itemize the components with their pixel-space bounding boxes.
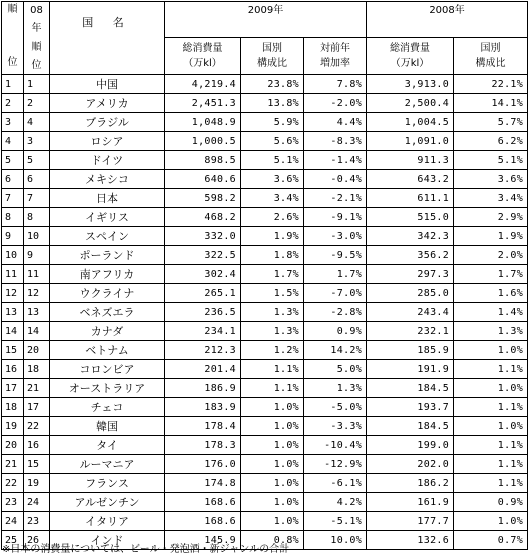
consumption-2008-cell: 285.0 [367,284,454,303]
rank-cell: 10 [2,246,24,265]
consumption-2009-cell: 168.6 [165,493,241,512]
consumption-2009-cell: 145.9 [165,531,241,550]
rank-cell: 12 [2,284,24,303]
share-2008-cell: 1.1% [454,398,528,417]
growth-2009-cell: -5.0% [304,398,367,417]
rank-cell: 16 [2,360,24,379]
prev-rank-cell: 5 [24,151,50,170]
growth-2009-cell: 7.8% [304,75,367,94]
growth-2009-cell: 10.0% [304,531,367,550]
prev-rank-cell: 19 [24,474,50,493]
consumption-2009-cell: 234.1 [165,322,241,341]
rank-cell: 2 [2,94,24,113]
prev-rank-cell: 21 [24,379,50,398]
country-cell: ルーマニア [50,455,165,474]
country-cell: チェコ [50,398,165,417]
prev-rank-cell: 24 [24,493,50,512]
year-2008-header: 2008年 [367,2,528,38]
prev-rank-cell: 26 [24,531,50,550]
share-2008-cell: 22.1% [454,75,528,94]
consumption-2009-cell: 2,451.3 [165,94,241,113]
consumption-2009-header: 総消費量 （万kl） [165,38,241,75]
footnote: ※日本の消費量については、ビール・発泡酒・新ジャンルの合計 [2,544,290,555]
share-2008-cell: 1.3% [454,322,528,341]
consumption-2008-cell: 177.7 [367,512,454,531]
consumption-2008-header: 総消費量 （万kl） [367,38,454,75]
country-cell: アメリカ [50,94,165,113]
prev-rank-cell: 11 [24,265,50,284]
growth-2009-cell: -9.1% [304,208,367,227]
rank-cell: 14 [2,322,24,341]
share-2008-header: 国別 構成比 [454,38,528,75]
table-row [2,246,528,265]
rank-cell: 23 [2,493,24,512]
growth-2009-cell: -6.1% [304,474,367,493]
prev-rank-cell: 18 [24,360,50,379]
share-2008-cell: 1.0% [454,341,528,360]
table-row [2,227,528,246]
rank-cell: 24 [2,512,24,531]
share-2008-cell: 1.0% [454,417,528,436]
table-row [2,360,528,379]
year-2009-header: 2009年 [165,2,367,38]
share-2008-cell: 1.0% [454,512,528,531]
consumption-2008-cell: 515.0 [367,208,454,227]
country-cell: フランス [50,474,165,493]
table-row [2,113,528,132]
table-row [2,132,528,151]
consumption-2008-cell: 3,913.0 [367,75,454,94]
rank-cell: 9 [2,227,24,246]
rank-cell: 1 [2,75,24,94]
growth-2009-cell: -8.3% [304,132,367,151]
country-cell: コロンビア [50,360,165,379]
prev-rank-cell: 20 [24,341,50,360]
growth-2009-cell: -12.9% [304,455,367,474]
rank-cell: 13 [2,303,24,322]
share-2009-header: 国別 構成比 [241,38,304,75]
rank-cell: 19 [2,417,24,436]
prev-rank-cell: 2 [24,94,50,113]
share-2009-cell: 1.0% [241,436,304,455]
consumption-2008-cell: 193.7 [367,398,454,417]
share-2008-cell: 1.9% [454,227,528,246]
share-2009-cell: 1.3% [241,322,304,341]
consumption-2008-cell: 342.3 [367,227,454,246]
consumption-2009-cell: 898.5 [165,151,241,170]
country-cell: ポーランド [50,246,165,265]
country-cell: アルゼンチン [50,493,165,512]
country-cell: 南アフリカ [50,265,165,284]
consumption-2009-cell: 176.0 [165,455,241,474]
country-cell: カナダ [50,322,165,341]
consumption-2009-cell: 468.2 [165,208,241,227]
share-2008-cell: 2.9% [454,208,528,227]
share-2009-cell: 1.1% [241,360,304,379]
share-2008-cell: 0.9% [454,493,528,512]
prev-rank-cell: 8 [24,208,50,227]
share-2008-cell: 1.1% [454,474,528,493]
country-cell: ベネズエラ [50,303,165,322]
table-row [2,379,528,398]
consumption-2009-cell: 174.8 [165,474,241,493]
consumption-2008-cell: 132.6 [367,531,454,550]
rank-cell: 17 [2,379,24,398]
consumption-2009-cell: 1,000.5 [165,132,241,151]
share-2009-cell: 1.0% [241,398,304,417]
share-2009-cell: 5.1% [241,151,304,170]
rank-header [2,2,24,75]
country-cell: メキシコ [50,170,165,189]
share-2008-cell: 5.7% [454,113,528,132]
share-2008-cell: 1.1% [454,455,528,474]
prev-rank-cell: 23 [24,512,50,531]
prev-rank-cell: 10 [24,227,50,246]
share-2009-cell: 1.0% [241,474,304,493]
rank-header-bottom: 位 [7,57,18,68]
prev-rank-header: 08 年 順 位 [24,2,50,75]
consumption-2008-cell: 611.1 [367,189,454,208]
prev-rank-cell: 7 [24,189,50,208]
table-row [2,436,528,455]
share-2008-cell: 2.0% [454,246,528,265]
table-row [2,474,528,493]
share-2009-cell: 5.9% [241,113,304,132]
country-cell: 中国 [50,75,165,94]
consumption-2009-cell: 178.4 [165,417,241,436]
growth-2009-cell: -7.0% [304,284,367,303]
consumption-2008-cell: 911.3 [367,151,454,170]
country-cell: インド [50,531,165,550]
share-2009-cell: 1.7% [241,265,304,284]
prev-rank-cell: 16 [24,436,50,455]
share-2009-cell: 23.8% [241,75,304,94]
country-cell: タイ [50,436,165,455]
consumption-2008-cell: 161.9 [367,493,454,512]
share-2008-cell: 3.6% [454,170,528,189]
rank-cell: 15 [2,341,24,360]
growth-2009-cell: -10.4% [304,436,367,455]
share-2008-cell: 0.7% [454,531,528,550]
country-cell: イタリア [50,512,165,531]
table-row [2,417,528,436]
table-row [2,265,528,284]
growth-2009-cell: -9.5% [304,246,367,265]
share-2009-cell: 1.0% [241,455,304,474]
country-cell: スペイン [50,227,165,246]
prev-rank-cell: 6 [24,170,50,189]
consumption-2008-cell: 2,500.4 [367,94,454,113]
share-2008-cell: 6.2% [454,132,528,151]
rank-cell: 7 [2,189,24,208]
country-cell: ブラジル [50,113,165,132]
prev-rank-cell: 12 [24,284,50,303]
share-2009-cell: 1.2% [241,341,304,360]
growth-2009-cell: -3.0% [304,227,367,246]
share-2008-cell: 5.1% [454,151,528,170]
consumption-2009-cell: 302.4 [165,265,241,284]
growth-2009-cell: 1.7% [304,265,367,284]
table-row [2,455,528,474]
consumption-2008-cell: 1,004.5 [367,113,454,132]
consumption-2008-cell: 643.2 [367,170,454,189]
consumption-2009-cell: 598.2 [165,189,241,208]
growth-2009-cell: -1.4% [304,151,367,170]
rank-cell: 18 [2,398,24,417]
consumption-2009-cell: 1,048.9 [165,113,241,132]
table-row [2,189,528,208]
country-cell: ロシア [50,132,165,151]
rank-header-top: 順 [7,4,18,15]
table-row [2,94,528,113]
share-2009-cell: 1.0% [241,417,304,436]
table-row [2,170,528,189]
beer-consumption-table [1,1,528,550]
share-2009-cell: 1.0% [241,512,304,531]
consumption-2009-cell: 322.5 [165,246,241,265]
share-2009-cell: 13.8% [241,94,304,113]
share-2008-cell: 1.1% [454,436,528,455]
rank-cell: 6 [2,170,24,189]
consumption-2009-cell: 236.5 [165,303,241,322]
consumption-2009-cell: 178.3 [165,436,241,455]
consumption-2008-cell: 232.1 [367,322,454,341]
share-2008-cell: 1.7% [454,265,528,284]
consumption-2009-cell: 212.3 [165,341,241,360]
country-cell: ドイツ [50,151,165,170]
growth-2009-cell: 0.9% [304,322,367,341]
table-row [2,341,528,360]
table-row [2,398,528,417]
rank-cell: 11 [2,265,24,284]
country-cell: イギリス [50,208,165,227]
rank-cell: 25 [2,531,24,550]
consumption-2008-cell: 186.2 [367,474,454,493]
prev-rank-cell: 14 [24,322,50,341]
consumption-2008-cell: 199.0 [367,436,454,455]
share-2008-cell: 1.1% [454,360,528,379]
growth-2009-cell: -5.1% [304,512,367,531]
share-2009-cell: 5.6% [241,132,304,151]
country-header: 国 名 [50,2,165,75]
prev-rank-cell: 9 [24,246,50,265]
consumption-2008-cell: 191.9 [367,360,454,379]
share-2008-cell: 3.4% [454,189,528,208]
consumption-2009-cell: 168.6 [165,512,241,531]
table-row [2,493,528,512]
table-row [2,75,528,94]
growth-2009-cell: -2.0% [304,94,367,113]
rank-cell: 22 [2,474,24,493]
consumption-2009-cell: 201.4 [165,360,241,379]
consumption-2009-cell: 4,219.4 [165,75,241,94]
share-2009-cell: 0.8% [241,531,304,550]
share-2009-cell: 1.8% [241,246,304,265]
rank-cell: 20 [2,436,24,455]
growth-2009-cell: -2.1% [304,189,367,208]
consumption-2008-cell: 184.5 [367,379,454,398]
share-2009-cell: 1.1% [241,379,304,398]
consumption-2008-cell: 356.2 [367,246,454,265]
consumption-2008-cell: 202.0 [367,455,454,474]
growth-2009-cell: 1.3% [304,379,367,398]
share-2008-cell: 14.1% [454,94,528,113]
share-2008-cell: 1.6% [454,284,528,303]
country-cell: ウクライナ [50,284,165,303]
consumption-2008-cell: 185.9 [367,341,454,360]
growth-2009-cell: 5.0% [304,360,367,379]
country-cell: 日本 [50,189,165,208]
table-row [2,208,528,227]
rank-cell: 8 [2,208,24,227]
prev-rank-cell: 17 [24,398,50,417]
share-2008-cell: 1.0% [454,379,528,398]
consumption-2009-cell: 332.0 [165,227,241,246]
consumption-2008-cell: 243.4 [367,303,454,322]
prev-rank-cell: 22 [24,417,50,436]
rank-cell: 5 [2,151,24,170]
country-cell: ベトナム [50,341,165,360]
country-cell: オーストラリア [50,379,165,398]
share-2009-cell: 1.3% [241,303,304,322]
share-2009-cell: 1.5% [241,284,304,303]
prev-rank-cell: 4 [24,113,50,132]
share-2009-cell: 1.9% [241,227,304,246]
consumption-2008-cell: 1,091.0 [367,132,454,151]
share-2008-cell: 1.4% [454,303,528,322]
country-cell: 韓国 [50,417,165,436]
table-row [2,151,528,170]
table-row [2,512,528,531]
consumption-2008-cell: 297.3 [367,265,454,284]
growth-2009-cell: -2.8% [304,303,367,322]
rank-cell: 21 [2,455,24,474]
prev-rank-cell: 3 [24,132,50,151]
growth-2009-cell: 14.2% [304,341,367,360]
share-2009-cell: 1.0% [241,493,304,512]
share-2009-cell: 3.4% [241,189,304,208]
consumption-2009-cell: 186.9 [165,379,241,398]
prev-rank-cell: 13 [24,303,50,322]
growth-2009-cell: -0.4% [304,170,367,189]
prev-rank-cell: 15 [24,455,50,474]
consumption-2009-cell: 265.1 [165,284,241,303]
table-row [2,303,528,322]
consumption-2009-cell: 640.6 [165,170,241,189]
growth-2009-cell: -3.3% [304,417,367,436]
rank-cell: 3 [2,113,24,132]
share-2009-cell: 3.6% [241,170,304,189]
rank-cell: 4 [2,132,24,151]
table-row [2,322,528,341]
share-2009-cell: 2.6% [241,208,304,227]
growth-2009-cell: 4.4% [304,113,367,132]
growth-2009-cell: 4.2% [304,493,367,512]
growth-2009-header: 対前年 増加率 [304,38,367,75]
consumption-2009-cell: 183.9 [165,398,241,417]
prev-rank-cell: 1 [24,75,50,94]
consumption-2008-cell: 184.5 [367,417,454,436]
table-row [2,284,528,303]
